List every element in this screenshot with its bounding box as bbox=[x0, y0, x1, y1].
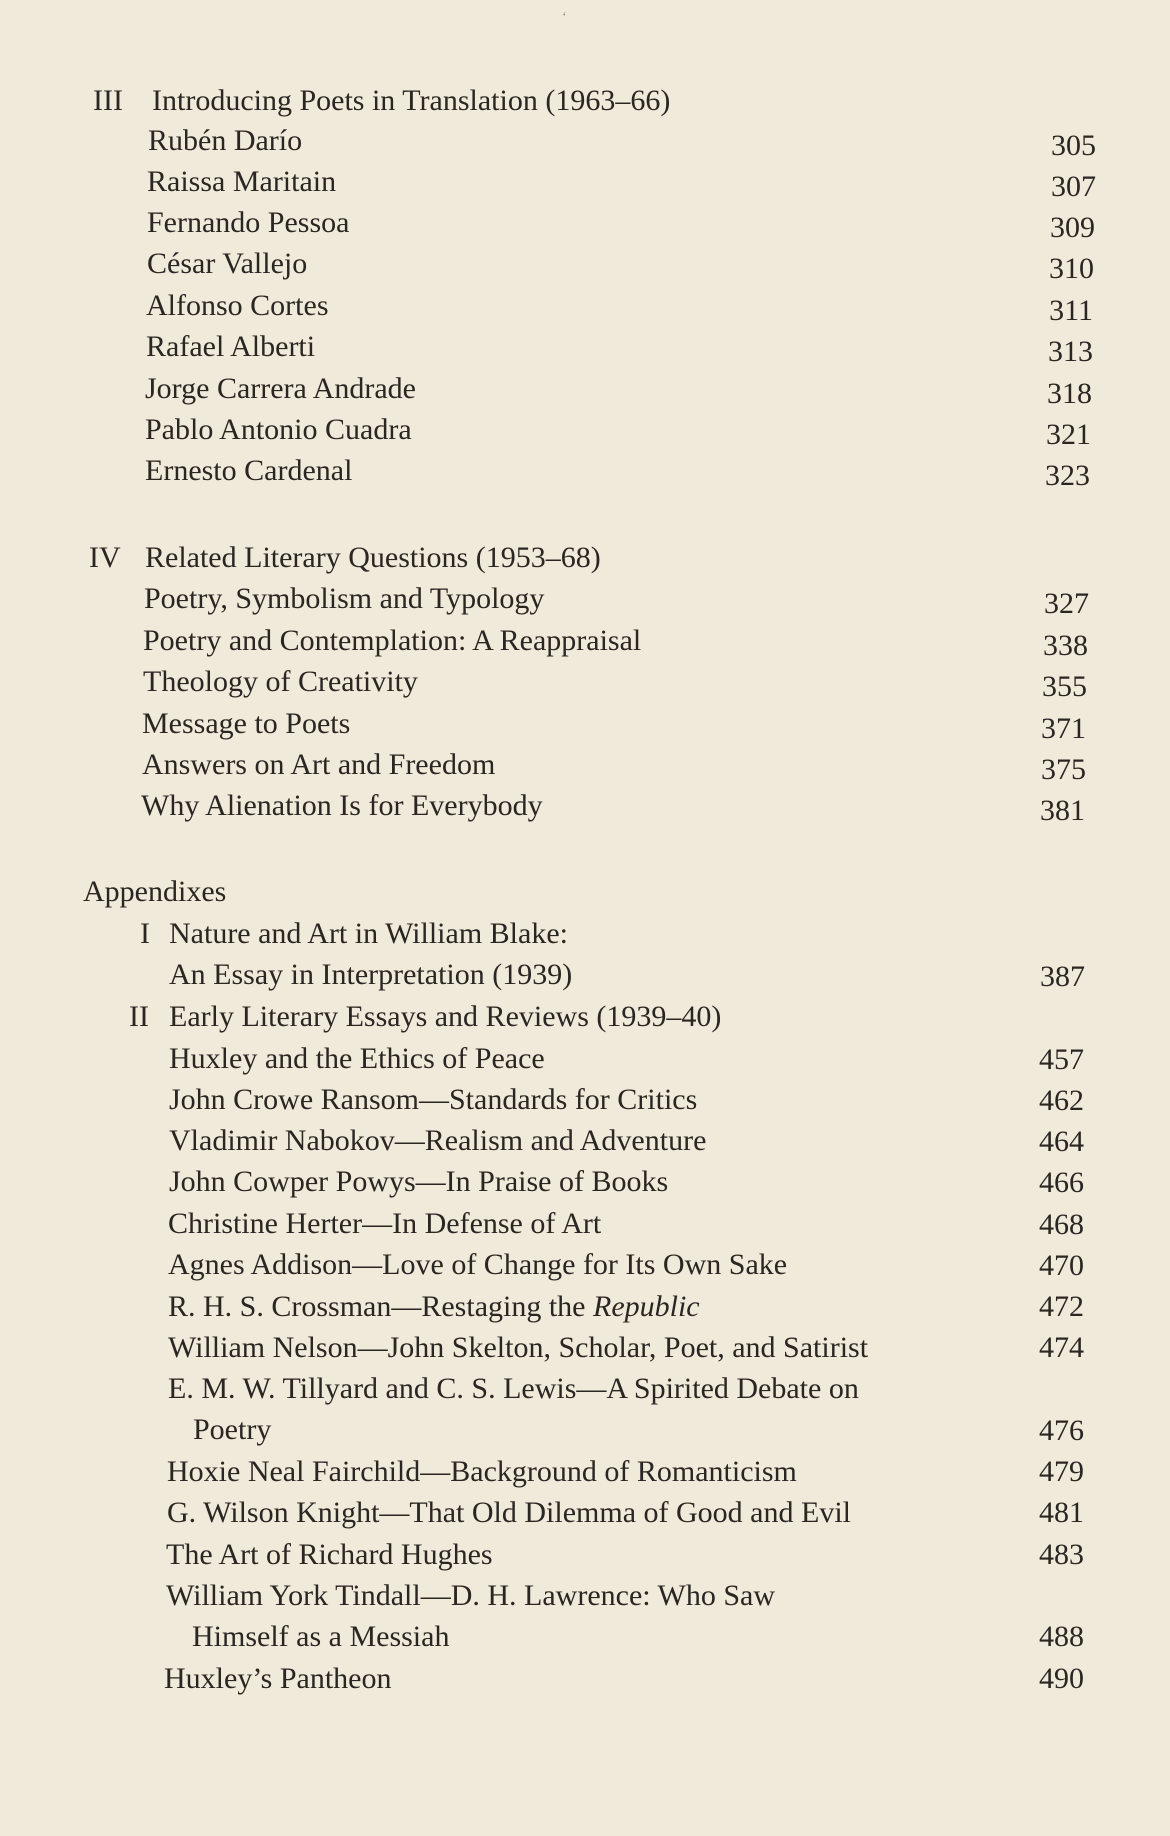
toc-entry-title: César Vallejo bbox=[147, 247, 308, 280]
toc-entry-page: 464 bbox=[1039, 1125, 1084, 1158]
toc-entry-title-italic: Republic bbox=[593, 1290, 700, 1323]
appendix-title-cont: An Essay in Interpretation (1939) bbox=[169, 958, 573, 991]
toc-entry-page: 355 bbox=[1042, 670, 1087, 703]
toc-entry-title-roman: R. H. S. Crossman—Restaging the bbox=[168, 1290, 593, 1323]
toc-entry-title: William Nelson—John Skelton, Scholar, Poet, and Satirist bbox=[168, 1331, 869, 1364]
toc-entry-title: Rubén Darío bbox=[148, 124, 303, 157]
toc-entry-title-cont: Himself as a Messiah bbox=[192, 1620, 450, 1653]
toc-entry-title: John Cowper Powys—In Praise of Books bbox=[169, 1165, 669, 1198]
toc-entry-page: 468 bbox=[1039, 1208, 1084, 1241]
toc-entry-page: 476 bbox=[1039, 1414, 1084, 1447]
toc-entry-title: William York Tindall—D. H. Lawrence: Who Saw bbox=[166, 1579, 776, 1612]
toc-entry-title: Answers on Art and Freedom bbox=[142, 748, 496, 781]
toc-entry-title: Huxley and the Ethics of Peace bbox=[169, 1042, 545, 1075]
toc-entry-title: Alfonso Cortes bbox=[146, 289, 329, 322]
section-numeral: IV bbox=[89, 541, 121, 574]
section-title: Introducing Poets in Translation (1963–66) bbox=[152, 84, 671, 117]
toc-entry-page: 488 bbox=[1039, 1620, 1084, 1653]
toc-entry-page: 479 bbox=[1039, 1455, 1084, 1488]
toc-entry-page: 311 bbox=[1049, 294, 1093, 327]
toc-entry-title: The Art of Richard Hughes bbox=[166, 1538, 493, 1571]
toc-entry-title-cont: Poetry bbox=[193, 1413, 272, 1446]
toc-entry-page: 375 bbox=[1041, 753, 1086, 786]
toc-entry-page: 321 bbox=[1046, 418, 1091, 451]
toc-entry-page: 307 bbox=[1051, 170, 1096, 203]
toc-entry-title bbox=[168, 1288, 700, 1326]
section-numeral: III bbox=[93, 84, 123, 117]
toc-entry-page: 305 bbox=[1051, 129, 1096, 162]
toc-entry-title: Christine Herter—In Defense of Art bbox=[168, 1207, 602, 1240]
toc-entry-page: 466 bbox=[1039, 1166, 1084, 1199]
toc-entry-page: 381 bbox=[1040, 794, 1085, 827]
toc-entry-page: 470 bbox=[1039, 1249, 1084, 1282]
toc-entry-title: John Crowe Ransom—Standards for Critics bbox=[169, 1083, 698, 1116]
toc-entry-title: E. M. W. Tillyard and C. S. Lewis—A Spirited Debate on bbox=[168, 1372, 859, 1405]
toc-entry-page: 338 bbox=[1043, 629, 1088, 662]
toc-entry-title: Theology of Creativity bbox=[143, 665, 418, 698]
toc-entry-page: 462 bbox=[1039, 1084, 1084, 1117]
toc-entry-title: G. Wilson Knight—That Old Dilemma of Good and Evil bbox=[167, 1496, 851, 1529]
appendix-title: Nature and Art in William Blake: bbox=[169, 917, 568, 950]
toc-entry-title: Message to Poets bbox=[142, 707, 351, 740]
toc-entry-title: Vladimir Nabokov—Realism and Adventure bbox=[169, 1124, 707, 1157]
toc-entry-page: 457 bbox=[1039, 1043, 1084, 1076]
toc-entry-page: 323 bbox=[1045, 459, 1090, 492]
toc-entry-title: Why Alienation Is for Everybody bbox=[141, 789, 543, 822]
toc-entry-page: 318 bbox=[1047, 377, 1092, 410]
toc-entry-title: Poetry and Contemplation: A Reappraisal bbox=[143, 624, 642, 657]
toc-entry-page: 371 bbox=[1041, 712, 1086, 745]
toc-entry-title: Huxley’s Pantheon bbox=[164, 1662, 392, 1695]
toc-entry-page: 472 bbox=[1039, 1290, 1084, 1323]
toc-entry-page: 310 bbox=[1049, 252, 1094, 285]
toc-entry-page: 327 bbox=[1044, 587, 1089, 620]
toc-entry-page: 490 bbox=[1039, 1662, 1084, 1695]
toc-entry-title: Jorge Carrera Andrade bbox=[145, 372, 416, 405]
appendix-numeral: I bbox=[140, 917, 150, 950]
toc-entry-page: 483 bbox=[1039, 1538, 1084, 1571]
appendixes-heading: Appendixes bbox=[83, 875, 227, 908]
toc-entry-title: Raissa Maritain bbox=[147, 165, 337, 198]
section-title: Related Literary Questions (1953–68) bbox=[145, 541, 601, 574]
toc-entry-page: 309 bbox=[1050, 211, 1095, 244]
toc-entry-title: Pablo Antonio Cuadra bbox=[145, 413, 412, 446]
appendix-page: 387 bbox=[1040, 960, 1085, 993]
toc-entry-title: Hoxie Neal Fairchild—Background of Romanticism bbox=[167, 1455, 797, 1488]
appendix-numeral: II bbox=[129, 1000, 149, 1033]
toc-entry-page: 313 bbox=[1048, 335, 1093, 368]
toc-entry-page: 481 bbox=[1039, 1496, 1084, 1529]
toc-entry-page: 474 bbox=[1039, 1331, 1084, 1364]
toc-entry-title: Ernesto Cardenal bbox=[145, 454, 353, 487]
appendix-title: Early Literary Essays and Reviews (1939–40) bbox=[169, 1000, 722, 1033]
toc-entry-title: Agnes Addison—Love of Change for Its Own Sake bbox=[168, 1248, 788, 1281]
toc-entry-title: Fernando Pessoa bbox=[147, 206, 350, 239]
page-mark: ʻ bbox=[562, 10, 567, 25]
toc-entry-title: Poetry, Symbolism and Typology bbox=[144, 582, 545, 615]
toc-entry-title: Rafael Alberti bbox=[146, 330, 316, 363]
